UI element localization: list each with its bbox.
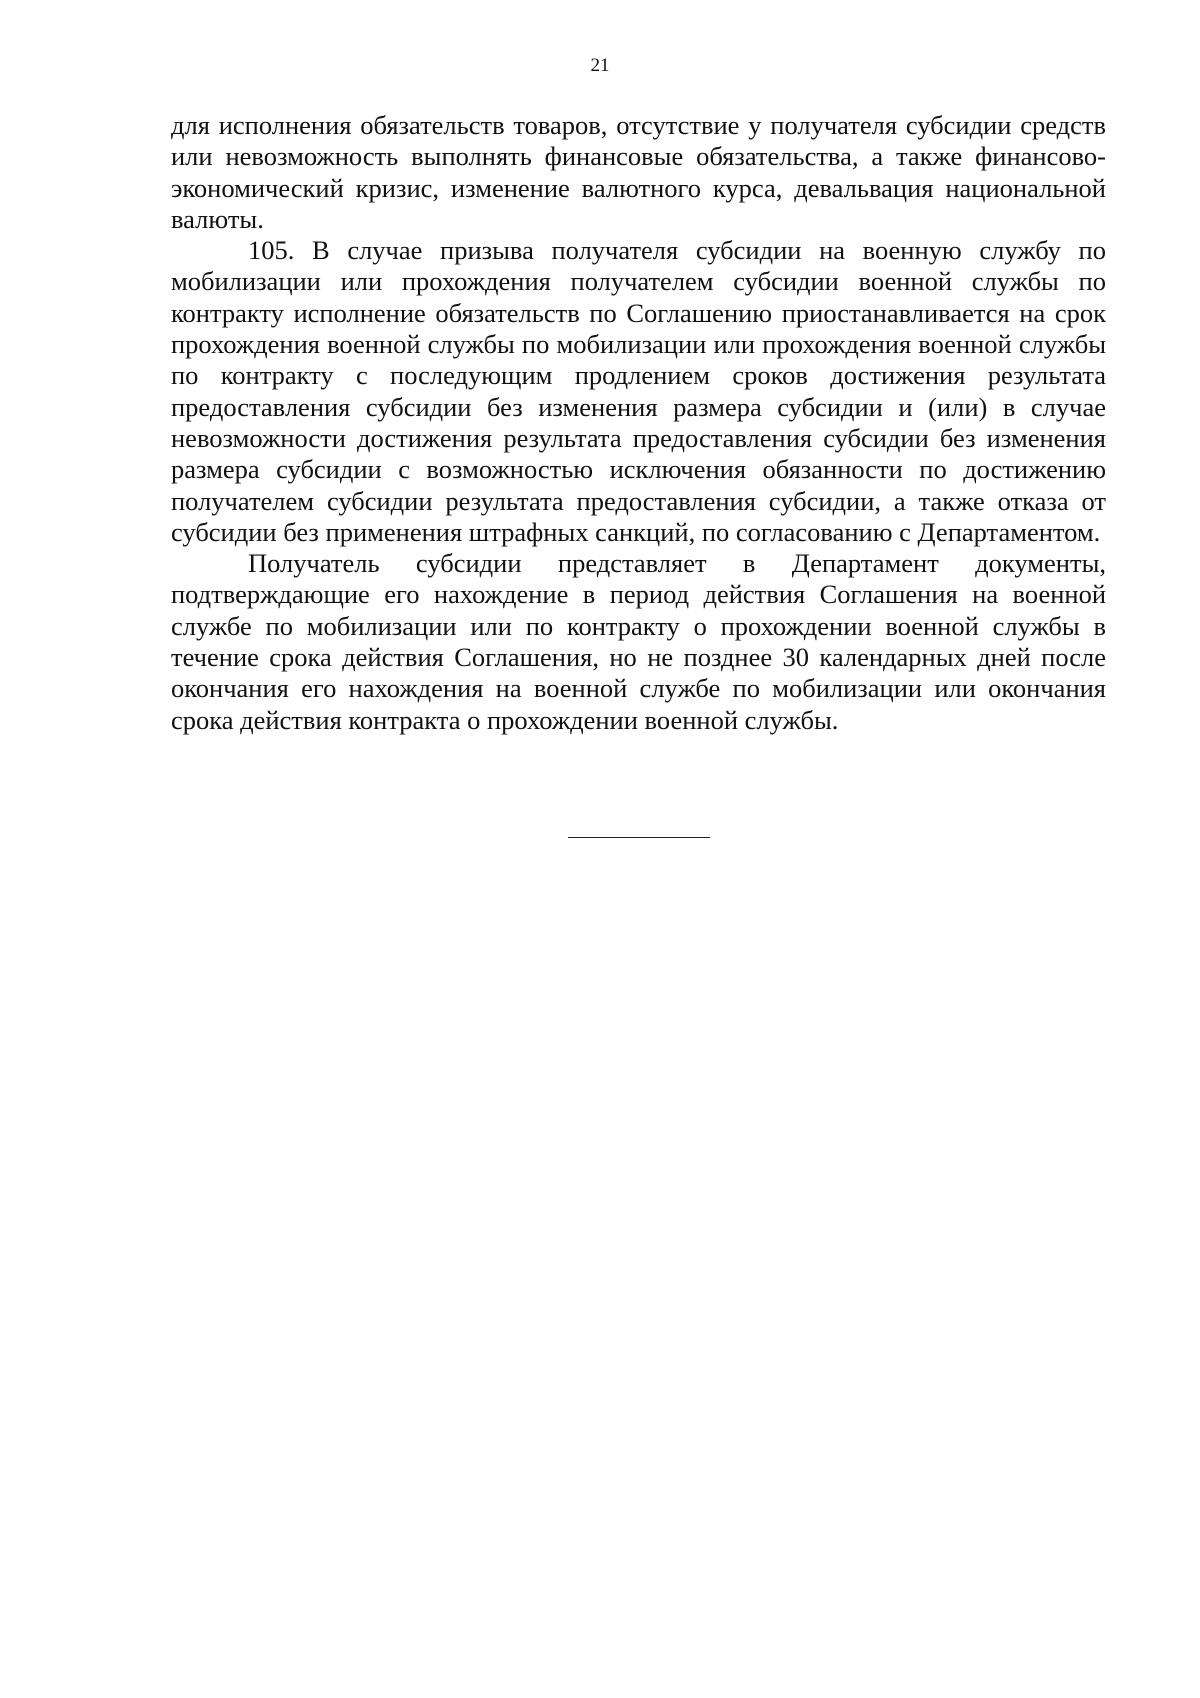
paragraph-continuation: для исполнения обязательств товаров, отсутствие у получателя субсидии средств или невозможность выполнять финансовые обязательства, а также финансово-экономический кризис, изменение валютного курса, девальвация национальной валюты. <box>171 110 1106 234</box>
end-of-document-rule <box>568 837 710 838</box>
page-number: 21 <box>590 55 610 76</box>
document-body <box>171 110 1106 736</box>
paragraph-clause-105: 105. В случае призыва получателя субсидии на военную службу по мобилизации или прохождения получателем субсидии военной службы по контракту исполнение обязательств по Соглашению приостанавливается на срок прохождения военной службы по мобилизации или прохождения военной службы по контракту с последующим продлением сроков достижения результата предоставления субсидии без изменения размера субсидии и (или) в случае невозможности достижения результата предоставления субсидии без изменения размера субсидии с возможностью исключения обязанности по достижению получателем субсидии результата предоставления субсидии, а также отказа от субсидии без применения штрафных санкций, по согласованию с Департаментом. <box>171 235 1106 547</box>
paragraph-recipient-documents: Получатель субсидии представляет в Департамент документы, подтверждающие его нахождение в период действия Соглашения на военной службе по мобилизации или по контракту о прохождении военной службы в течение срока действия Соглашения, но не позднее 30 календарных дней после окончания его нахождения на военной службе по мобилизации или окончания срока действия контракта о прохождении военной службы. <box>171 548 1106 735</box>
